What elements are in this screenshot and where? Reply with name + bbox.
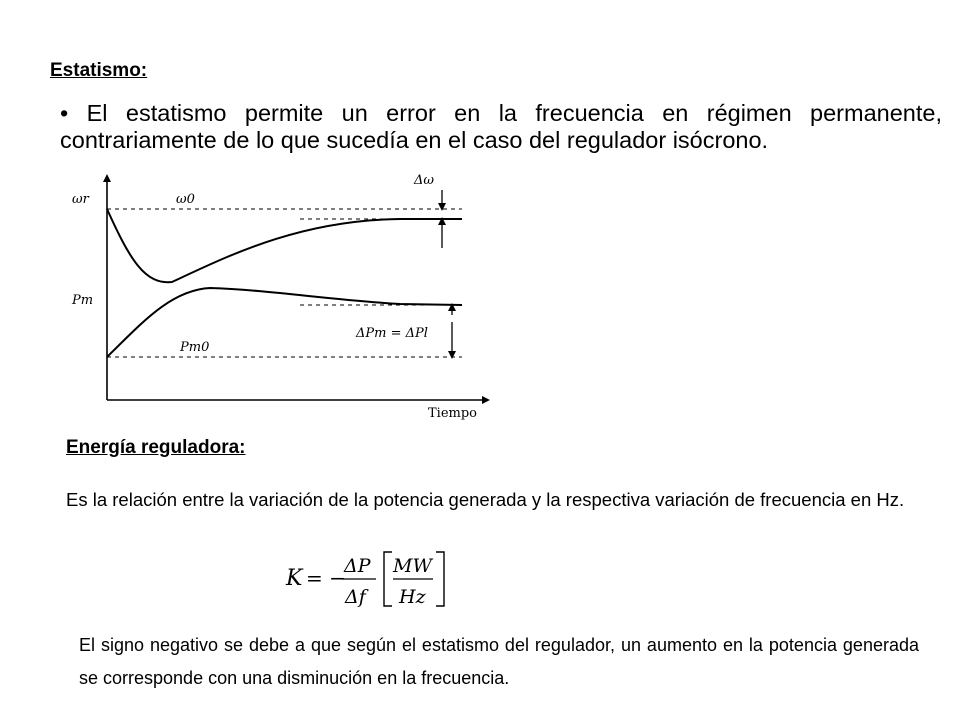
negative-sign-note: El signo negativo se debe a que según el estatismo del regulador, un aumento en la potencia generada se corresponde con una disminución en la frecuencia. xyxy=(79,635,919,688)
delta-omega-label: Δω xyxy=(414,173,434,188)
frequency-curve xyxy=(107,209,462,282)
section-heading-energia-reguladora: Energía reguladora: xyxy=(66,437,246,458)
energia-reguladora-paragraph: Es la relación entre la variación de la potencia generada y la respectiva variación de frecuencia en Hz. xyxy=(66,489,905,510)
right-bracket xyxy=(436,552,444,606)
formula-numerator: ΔP xyxy=(344,555,371,577)
power-curve xyxy=(107,288,462,357)
section-heading-estatismo: Estatismo: xyxy=(50,60,148,81)
formula-equals-minus: = − xyxy=(306,566,346,590)
formula-denominator: Δf xyxy=(345,586,366,608)
formula-lhs: K xyxy=(286,566,303,591)
delta-p-label: ΔPm = ΔPl xyxy=(356,326,428,341)
unit-denominator: Hz xyxy=(399,586,426,608)
regulating-energy-formula xyxy=(280,548,480,612)
x-axis-label: Tiempo xyxy=(428,406,477,421)
omega0-label: ω0 xyxy=(176,192,195,207)
pm-label: Pm xyxy=(72,293,94,308)
left-bracket xyxy=(384,552,392,606)
pm0-label: Pm0 xyxy=(180,340,210,355)
estatismo-paragraph: • El estatismo permite un error en la frecuencia en régimen permanente, contrariamente de lo que sucedía en el caso del regulador isócrono. xyxy=(60,100,942,153)
unit-numerator: MW xyxy=(393,555,432,577)
omega-r-label: ωr xyxy=(72,192,89,207)
